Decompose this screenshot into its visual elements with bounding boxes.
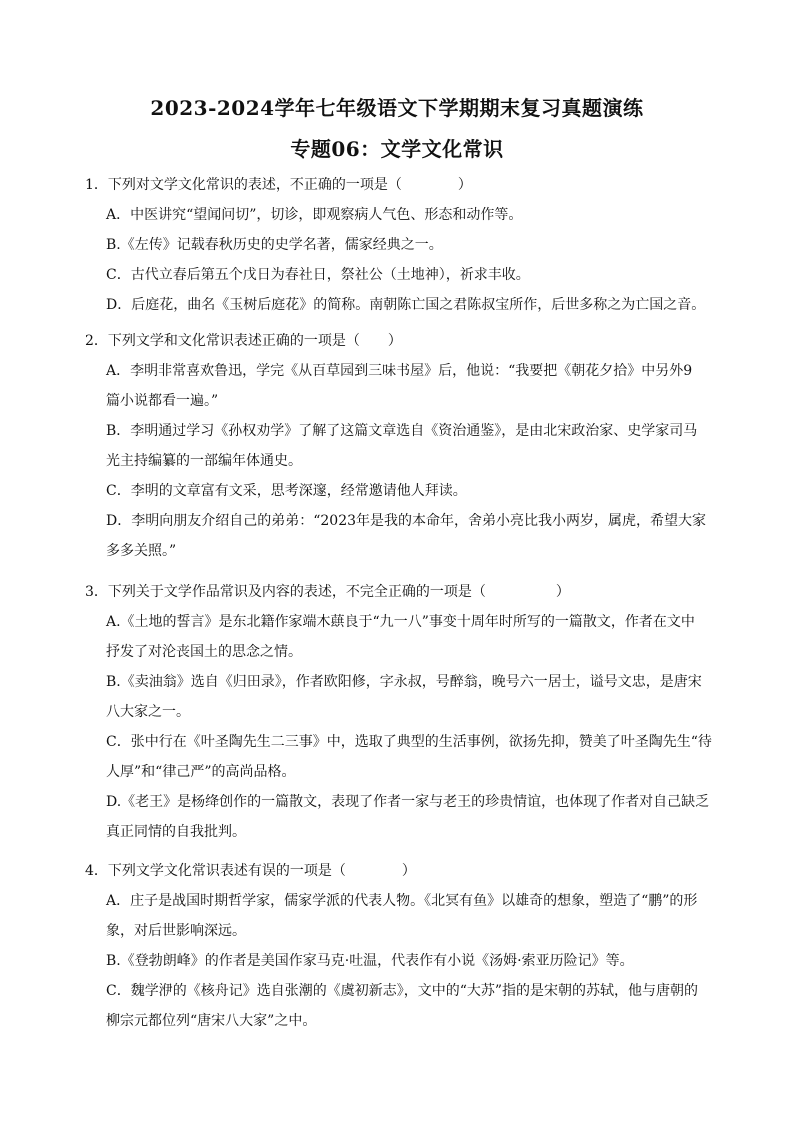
option-a: A．中医讲究“望闻问切”，切诊，即观察病人气色、形态和动作等。 xyxy=(106,207,523,223)
question-1 xyxy=(85,170,715,320)
option-b: B.《左传》记载春秋历史的史学名著，儒家经典之一。 xyxy=(106,237,443,253)
question-stem: 3．下列关于文学作品常识及内容的表述，不完全正确的一项是（ ） xyxy=(85,584,570,600)
option-b-continued: 光主持编纂的一部编年体通史。 xyxy=(106,453,302,469)
option-c-continued: 人厚”和“律己严”的高尚品格。 xyxy=(106,764,296,780)
option-c: C．张中行在《叶圣陶先生二三事》中，选取了典型的生活事例，欲扬先抑，赞美了叶圣陶先生“待 xyxy=(106,734,712,750)
option-c-continued: 柳宗元都位列“唐宋八大家”之中。 xyxy=(106,1013,317,1029)
option-d: D.《老王》是杨绛创作的一篇散文，表现了作者一家与老王的珍贵情谊，也体现了作者对自己缺乏 xyxy=(106,794,710,810)
option-a: A．庄子是战国时期哲学家，儒家学派的代表人物。《北冥有鱼》以雄奇的想象，塑造了“鹏”的形 xyxy=(106,893,698,909)
document-title: 2023-2024学年七年级语文下学期期末复习真题演练 xyxy=(150,96,644,120)
option-c: C．魏学洢的《核舟记》选自张潮的《虞初新志》，文中的“大苏”指的是宋朝的苏轼，他与唐朝的 xyxy=(106,983,699,999)
question-stem: 2．下列文学和文化常识表述正确的一项是（ ） xyxy=(85,333,402,349)
question-stem: 1．下列对文学文化常识的表述，不正确的一项是（ ） xyxy=(85,177,472,193)
option-d-continued: 真正同情的自我批判。 xyxy=(106,824,246,840)
document-subtitle: 专题06：文学文化常识 xyxy=(290,137,504,161)
question-4 xyxy=(85,856,715,1036)
option-a: A．李明非常喜欢鲁迅，学完《从百草园到三味书屋》后，他说：“我要把《朝花夕拾》中另外9 xyxy=(106,363,693,379)
option-c: C．李明的文章富有文采，思考深邃，经常邀请他人拜读。 xyxy=(106,483,467,499)
option-d: D．后庭花，曲名《玉树后庭花》的简称。南朝陈亡国之君陈叔宝所作，后世多称之为亡国之音。 xyxy=(106,297,706,313)
option-d: D．李明向朋友介绍自己的弟弟：“2023年是我的本命年，舍弟小亮比我小两岁，属虎，希望大家 xyxy=(106,513,707,529)
option-b-continued: 八大家之一。 xyxy=(106,704,190,720)
option-a-continued: 篇小说都看一遍。” xyxy=(106,393,219,409)
option-b: B．李明通过学习《孙权劝学》了解了这篇文章选自《资治通鉴》，是由北宋政治家、史学家司马 xyxy=(106,423,698,439)
question-3 xyxy=(85,577,715,847)
option-a-continued: 抒发了对沦丧国土的思念之情。 xyxy=(106,644,302,660)
option-c: C．古代立春后第五个戊日为春社日，祭社公（土地神），祈求丰收。 xyxy=(106,267,530,283)
option-d-continued: 多多关照。” xyxy=(106,543,177,559)
option-b: B.《卖油翁》选自《归田录》，作者欧阳修，字永叔，号醉翁，晚号六一居士，谥号文忠，是唐宋 xyxy=(106,674,702,690)
question-2 xyxy=(85,326,715,566)
option-a: A.《土地的誓言》是东北籍作家端木蕻良于“九一八”事变十周年时所写的一篇散文，作者在文中 xyxy=(106,614,695,630)
option-a-continued: 象，对后世影响深远。 xyxy=(106,923,246,939)
question-stem: 4．下列文学文化常识表述有误的一项是（ ） xyxy=(85,863,416,879)
option-b: B.《登勃朗峰》的作者是美国作家马克·吐温，代表作有小说《汤姆·索亚历险记》等。 xyxy=(106,953,634,969)
